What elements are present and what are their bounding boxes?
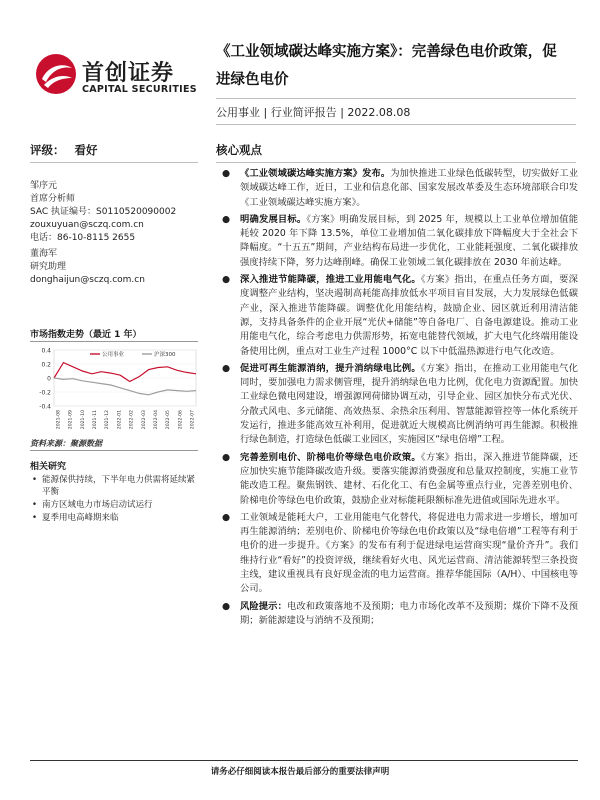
logo-chinese-name: 首创证券: [82, 61, 175, 86]
analyst-1-email: zouxuyuan@sczq.com.cn: [30, 220, 144, 230]
core-view-heading: 风险提示：: [240, 600, 287, 612]
core-views-title: 核心观点: [216, 143, 262, 157]
core-view-text: 《方案》指出，深入推进节能降碳，还应加快实施节能降碳改造升级。要落实能源消费强度和总量双控制度，实施工业节能改造工程。聚焦钢铁、建材、石化化工、有色金属等重点行业，完善差别电价、阶梯电价等绿色电价政策，鼓励企业对标能耗限额标准先进值或国际先进水平。: [240, 451, 578, 506]
core-view-text: 《方案》指出，在重点任务方面，要深度调整产业结构，坚决遏制高耗能高排放低水平项目盲目发展，大力发展绿色低碳产业，深入推进节能降碳。调整优化用能结构，鼓励企业、园区就近利用清洁能源，支持具备条件的企业开展“光伏+储能”等自备电厂、自备电源建设。推动工业用能电气化，综合考虑电力供需形势，拓宽电能替代领域，扩大电气化终端用能设备使用比例，重点对工业生产过程 1000°C 以下中低温热源进行电气化改造。: [240, 274, 578, 357]
x-tick-label: 2022-03: [141, 410, 147, 430]
x-tick-label: 2022-06: [178, 410, 184, 430]
core-view-item: [216, 451, 578, 508]
report-title: [216, 38, 576, 94]
x-tick-label: 2021-10: [80, 410, 86, 430]
analyst-2: [30, 248, 145, 287]
related-research-title: 相关研究: [30, 462, 67, 472]
core-view-item: [216, 213, 578, 270]
x-tick-label: 2022-05: [166, 410, 172, 430]
core-view-heading: 深入推进节能降碳，推进工业用能电气化。: [240, 274, 421, 286]
meta-divider: [216, 124, 576, 125]
chart-bottom-divider: [30, 450, 198, 451]
x-tick-label: 2021-08: [56, 410, 62, 430]
related-research-item[interactable]: • 夏季用电高峰期来临: [30, 512, 202, 524]
analyst-1-phone: 电话：86-10-8115 2655: [30, 233, 136, 243]
chart-title: 市场指数走势（最近 1 年）: [30, 330, 142, 340]
x-tick-label: 2021-09: [68, 410, 74, 430]
x-tick-label: 2022-04: [153, 410, 159, 430]
rating-value: 看好: [74, 143, 98, 157]
core-view-item: [216, 362, 578, 448]
bullet-icon: ●: [222, 451, 231, 463]
analyst-2-name: 董海军: [30, 249, 58, 259]
market-index-chart: [30, 344, 200, 436]
bullet-icon: ●: [222, 168, 231, 179]
analyst-1-cert: SAC 执证编号：S0110520090002: [30, 207, 177, 217]
core-view-item: [216, 600, 578, 629]
analyst-2-email: donghaijun@sczq.com.cn: [30, 275, 145, 285]
bullet-icon: ●: [222, 213, 231, 225]
chart-source: 资料来源：聚源数据: [30, 439, 102, 448]
title-divider: [216, 98, 576, 99]
company-logo: [34, 52, 204, 102]
rating-divider: [30, 162, 198, 163]
footer-divider: [30, 760, 578, 761]
x-tick-label: 2022-02: [129, 410, 135, 430]
rating: [30, 142, 98, 158]
bullet-icon: ●: [222, 600, 231, 612]
core-view-item: [216, 167, 578, 210]
series-line-index: [54, 378, 196, 395]
core-views-list: [216, 167, 578, 631]
legend-label: 公用事业: [102, 352, 125, 358]
related-research-list: [30, 474, 202, 525]
core-view-heading: 促进可再生能源消纳，提升消纳绿电比例。: [240, 362, 421, 374]
capital-securities-logo-icon: [34, 52, 78, 96]
y-tick-label: 0.4: [41, 347, 51, 355]
analyst-1-title: 首席分析师: [30, 194, 76, 204]
core-view-text: 《方案》指出，在推动工业用能电气化同时，要加强电力需求侧管理，提升消纳绿色电力比例，优化电力资源配置。加快工业绿色微电网建设，增强源网荷储协调互动，引导企业、园区加快分布式光伏、分散式风电、多元储能、高效热泵、余热余压利用、智慧能源管控等一体化系统开发运行，推进多能高效互补利用，促进就近大规模高比例消纳可再生能源。积极推行绿色制造，打造绿色低碳工业园区，实施园区“绿电倍增”工程。: [240, 362, 578, 446]
report-meta: 公用事业 | 行业简评报告 | 2022.08.08: [216, 106, 411, 119]
rating-label: 评级：: [30, 143, 65, 157]
core-view-item: [216, 273, 578, 359]
logo-english-name: CAPITAL SECURITIES: [82, 84, 197, 95]
analyst-1-name: 邹序元: [30, 181, 58, 191]
legend-label: 沪深300: [154, 352, 176, 358]
core-view-heading: 完善差别电价、阶梯电价等绿色电价政策。: [240, 451, 421, 463]
core-view-item: [216, 511, 578, 597]
x-tick-label: 2021-12: [105, 410, 111, 430]
legal-disclaimer-footer: 请务必仔细阅读本报告最后部分的重要法律声明: [210, 767, 390, 777]
bullet-icon: ●: [222, 362, 231, 374]
analyst-1: [30, 180, 176, 245]
report-title-line-1: 《工业领域碳达峰实施方案》：完善绿色电价政策，促: [216, 44, 557, 60]
x-tick-label: 2021-11: [93, 410, 99, 430]
core-view-heading: 明确发展目标。: [240, 213, 307, 225]
bullet-icon: ●: [222, 274, 231, 286]
report-title-line-2: 进绿色电价: [216, 72, 289, 88]
core-views-divider: [216, 162, 576, 163]
core-view-text: 工业领域是能耗大户，工业用能电气化替代，将促进电力需求进一步增长，增加可再生能源消纳；差别电价、阶梯电价等绿色电价政策以及“绿电倍增”工程等有利于电价的进一步提升。《方案》的发布有利于促进绿电运营商实现“量价齐升”。我们维持行业“看好”的投资评级，继续看好火电、风光运营商、清洁能源转型三条投资主线，建议重视具有良好现金流的电力运营商。推荐华能国际（A/H）、中国核电等公司。: [240, 511, 578, 595]
core-view-text: 《方案》明确发展目标，到 2025 年，规模以上工业单位增加值能耗较 2020 年下降 13.5%，单位工业增加值二氧化碳排放下降幅度大于全社会下降幅度。“十五五”期间，产业结构布局进一步优化，工业能耗强度、二氧化碳排放强度持续下降，努力达峰削峰。确保工业领域二氧化碳排放在 2030 年前达峰。: [240, 213, 578, 268]
y-tick-label: -0.2: [39, 389, 51, 397]
bullet-icon: ●: [222, 511, 231, 523]
related-research-item[interactable]: • 南方区域电力市场启动试运行: [30, 499, 202, 511]
y-tick-label: -0.4: [39, 403, 51, 411]
analyst-2-title: 研究助理: [30, 262, 67, 272]
chart-top-divider: [30, 341, 198, 342]
x-tick-label: 2022-01: [117, 410, 123, 430]
y-tick-label: 0.2: [41, 361, 51, 369]
related-research-item[interactable]: • 能源保供持续，下半年电力供需将延续紧平衡: [30, 474, 202, 498]
x-tick-label: 2022-07: [190, 410, 196, 430]
core-view-heading: 《工业领域碳达峰实施方案》发布。: [240, 168, 391, 179]
y-tick-label: 0: [47, 375, 51, 383]
core-view-text: 为加快推进工业绿色低碳转型，切实做好工业领域碳达峰工作，近日，工业和信息化部、国家发展改革委及生态环境部联合印发《工业领域碳达峰实施方案》。: [240, 168, 578, 208]
core-view-text: 电改和政策落地不及预期；电力市场化改革不及预期；煤价下降不及预期；新能源建设与消纳不及预期；: [240, 600, 578, 626]
